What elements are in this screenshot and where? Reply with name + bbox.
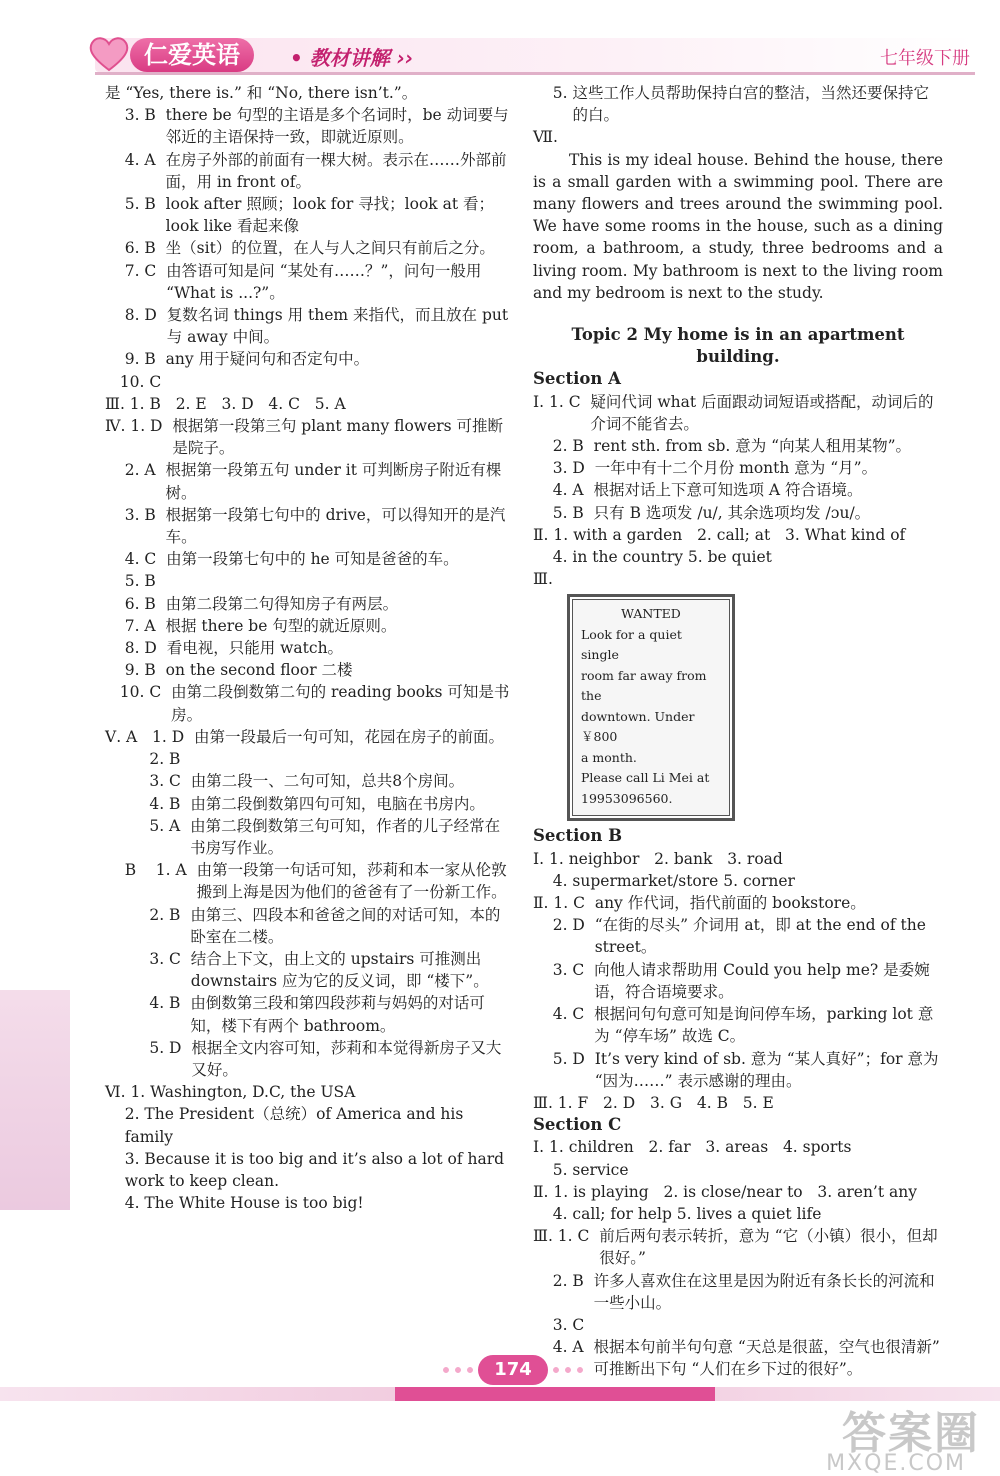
answer-number: 3. D bbox=[533, 459, 595, 478]
answer-explanation: “在街的尽头” 介词用 at，即 at the end of the street。 bbox=[594, 916, 926, 957]
wanted-title: WANTED bbox=[621, 606, 681, 622]
answer-number: Ⅲ. 1. B 2. E 3. D 4. C 5. A bbox=[105, 394, 346, 413]
answer-explanation: It’s very kind of sb. 意为 “某人真好”；for 意为 “因为……” 表示感谢的理由。 bbox=[594, 1049, 939, 1090]
answer-row bbox=[105, 593, 515, 615]
answer-number: 8. D bbox=[105, 306, 167, 325]
answer-explanation: 向他人请求帮助用 Could you help me? 是委婉语，符合语境要求。 bbox=[594, 960, 930, 1001]
answer-number: 4. B bbox=[105, 994, 191, 1013]
answer-row bbox=[105, 793, 515, 815]
decorative-side-band bbox=[0, 990, 70, 1210]
header-rule bbox=[95, 72, 975, 75]
answer-row bbox=[105, 104, 515, 148]
answer-row bbox=[105, 415, 515, 459]
page-number: 174 bbox=[478, 1355, 548, 1385]
answer-row bbox=[105, 726, 515, 748]
answer-explanation: 是 “Yes, there is.” 和 “No, there isn’t.”。 bbox=[105, 84, 418, 102]
answer-row bbox=[533, 959, 943, 1003]
answer-number: 7. C bbox=[105, 261, 167, 280]
answer-row bbox=[105, 260, 515, 304]
answer-explanation: 由第二段第二句得知房子有两层。 bbox=[165, 594, 399, 613]
answer-row bbox=[533, 82, 943, 126]
answer-number: 3. C bbox=[105, 772, 191, 791]
answer-row bbox=[105, 193, 515, 237]
section-a-answers bbox=[533, 391, 943, 591]
answer-explanation: there be 句型的主语是多个名词时，be 动词要与邻近的主语保持一致，即就近原则。 bbox=[165, 106, 509, 147]
answer-explanation bbox=[917, 1181, 943, 1203]
answer-number: Ⅲ. bbox=[533, 570, 553, 589]
answer-explanation: 5. service bbox=[552, 1160, 629, 1179]
answer-row bbox=[105, 304, 515, 348]
answer-number: 4. C bbox=[105, 550, 167, 569]
footer-accent bbox=[395, 1387, 715, 1401]
answer-row bbox=[533, 1203, 943, 1225]
answer-explanation bbox=[774, 1092, 943, 1114]
answer-number: 7. A bbox=[105, 616, 166, 635]
answer-row bbox=[533, 1136, 943, 1158]
section-a-heading: Section A bbox=[533, 369, 621, 389]
wanted-line: a month. bbox=[581, 749, 637, 765]
answer-number: 5. B bbox=[533, 503, 594, 522]
answer-explanation: 由倒数第三段和第四段莎莉与妈妈的对话可知，楼下有两个 bathroom。 bbox=[190, 994, 485, 1035]
answer-row bbox=[105, 859, 515, 903]
right-column bbox=[533, 82, 943, 1381]
answer-explanation bbox=[180, 748, 515, 770]
answer-row bbox=[533, 568, 943, 590]
header-subtitle: • 教材讲解 ›› bbox=[290, 46, 414, 70]
answer-row bbox=[533, 546, 943, 568]
answer-number bbox=[533, 870, 553, 892]
answer-row bbox=[533, 1003, 943, 1047]
wanted-line: Please call Li Mei at bbox=[581, 770, 710, 786]
answer-explanation: 结合上下文，由上文的 upstairs 可推测出 downstairs 应为它的反义词，即 “楼下”。 bbox=[190, 949, 489, 991]
section-c-heading: Section C bbox=[533, 1115, 622, 1135]
ideal-house-essay: This is my ideal house. Behind the house, there is a small garden with a swimming pool. There are many flowers and trees around the swimming pool. We have some rooms in the house, such as a dining room, a bathroom, a study, three bedrooms and a living room. My bathroom is next to the living room and my bedroom is next to the study. bbox=[533, 150, 943, 302]
answer-explanation: 由第二段倒数第四句可知，电脑在书房内。 bbox=[190, 794, 485, 813]
footer-dots-left bbox=[440, 1365, 476, 1375]
answer-row bbox=[105, 659, 515, 681]
answer-explanation bbox=[905, 524, 943, 546]
answer-row bbox=[533, 457, 943, 479]
section-b-answers bbox=[533, 848, 943, 1114]
answer-explanation: any 作代词，指代前面的 bookstore。 bbox=[594, 894, 866, 913]
answer-number: 2. B bbox=[533, 437, 594, 456]
answer-row bbox=[105, 1081, 515, 1103]
answer-row bbox=[533, 870, 943, 892]
watermark: 答案圈 bbox=[842, 1408, 980, 1459]
answer-explanation: 前后两句表示转折，意为 “它（小镇）很小，但却很好。” bbox=[599, 1227, 938, 1268]
answer-number: Ⅶ. bbox=[533, 128, 558, 147]
answer-row bbox=[533, 1181, 943, 1203]
wanted-line: 19953096560. bbox=[581, 790, 673, 806]
answer-explanation: 根据第一段第五句 under it 可判断房子附近有棵树。 bbox=[165, 461, 502, 502]
answer-explanation: 由答语可知是问 “某处有……？”，问句一般用 “What is ...?”。 bbox=[166, 261, 482, 302]
answer-row bbox=[533, 1159, 943, 1181]
answer-explanation: 根据第一段第七句中的 drive，可以得知开的是汽车。 bbox=[165, 505, 506, 547]
answer-explanation: 坐（sit）的位置，在人与人之间只有前后之分。 bbox=[165, 239, 495, 258]
answer-number: 6. B bbox=[105, 594, 166, 613]
answer-explanation: 许多人喜欢住在这里是因为附近有条长长的河流和一些小山。 bbox=[593, 1271, 935, 1312]
answer-number: 4. A bbox=[105, 150, 166, 169]
answer-row bbox=[105, 992, 515, 1036]
answer-explanation: 根据问句句意可知是询问停车场，parking lot 意为 “停车场” 故选 C。 bbox=[594, 1005, 934, 1046]
answer-number: Ⅱ. 1. is playing 2. is close/near to 3. aren’t any bbox=[533, 1182, 917, 1201]
answer-number: 10. C bbox=[105, 683, 172, 702]
answer-number: 4. B bbox=[105, 794, 191, 813]
answer-row bbox=[533, 1270, 943, 1314]
answer-explanation bbox=[355, 1081, 515, 1103]
answer-number: 2. A bbox=[105, 461, 166, 480]
footer-dots-right bbox=[550, 1365, 586, 1375]
answer-explanation: 4. supermarket/store 5. corner bbox=[552, 871, 795, 890]
answer-number: 5. D bbox=[105, 1038, 192, 1057]
answer-number: B 1. A bbox=[105, 861, 197, 880]
section-c-answers bbox=[533, 1136, 943, 1380]
answer-row bbox=[105, 1037, 515, 1081]
answer-explanation bbox=[156, 570, 515, 592]
section-b-heading: Section B bbox=[533, 826, 623, 846]
answer-row bbox=[533, 1225, 943, 1269]
answer-row bbox=[533, 892, 943, 914]
answer-number: Ⅳ. 1. D bbox=[105, 417, 173, 436]
watermark-url: MXQE.COM bbox=[826, 1451, 966, 1476]
answer-number: Ⅲ. 1. F 2. D 3. G 4. B 5. E bbox=[533, 1093, 774, 1112]
answer-row bbox=[533, 524, 943, 546]
answer-number: 9. B bbox=[105, 350, 166, 369]
wanted-line: room far away from the bbox=[581, 667, 707, 704]
page-footer bbox=[0, 1345, 1000, 1475]
answer-row bbox=[105, 82, 515, 104]
heart-icon bbox=[88, 34, 130, 72]
answer-row bbox=[533, 1048, 943, 1092]
answer-row bbox=[105, 681, 515, 725]
answer-explanation: 根据全文内容可知，莎莉和本觉得新房子又大又好。 bbox=[191, 1038, 502, 1079]
answer-number bbox=[533, 1203, 553, 1225]
answer-number: 5. A bbox=[105, 816, 191, 835]
answer-number: Ⅵ. 1. Washington, D.C, the USA bbox=[105, 1083, 356, 1102]
answer-explanation bbox=[346, 393, 515, 415]
answer-explanation: 这些工作人员帮助保持白宫的整洁，当然还要保持它的白。 bbox=[572, 84, 929, 125]
answer-explanation: 由第二段倒数第三句可知，作者的儿子经常在书房写作业。 bbox=[190, 816, 501, 857]
answer-row bbox=[105, 570, 515, 592]
answer-row bbox=[105, 815, 515, 859]
answer-row bbox=[105, 548, 515, 570]
answer-explanation: 3. Because it is too big and it’s also a lot of hard work to keep clean. bbox=[124, 1149, 505, 1190]
answer-explanation: 由第一段第七句中的 he 可知是爸爸的车。 bbox=[166, 550, 459, 569]
answer-number: 5. bbox=[533, 84, 573, 102]
answer-explanation: 由第一段最后一句可知，花园在房子的前面。 bbox=[194, 727, 505, 746]
topic-title: Topic 2 My home is in an apartment building. bbox=[571, 325, 905, 367]
answer-explanation: 一年中有十二个月份 month 意为 “月”。 bbox=[594, 459, 878, 478]
answer-explanation: 4. The White House is too big! bbox=[124, 1194, 364, 1213]
answer-explanation: 根据对话上下意可知选项 A 符合语境。 bbox=[593, 481, 863, 500]
answer-explanation: on the second floor 二楼 bbox=[165, 661, 353, 680]
answer-number: 6. B bbox=[105, 239, 166, 258]
answer-explanation: 看电视，只能用 watch。 bbox=[166, 639, 344, 658]
answer-number: 2. B bbox=[105, 750, 181, 769]
answer-number: 5. D bbox=[533, 1049, 595, 1068]
answer-number: 4. A bbox=[533, 481, 594, 500]
answer-number: 2. D bbox=[533, 916, 595, 935]
answer-row bbox=[533, 848, 943, 870]
answer-number: 5. B bbox=[105, 572, 156, 591]
answer-number: 3. B bbox=[105, 106, 166, 125]
answer-explanation bbox=[553, 568, 943, 590]
answer-number: Ⅴ. A 1. D bbox=[105, 727, 195, 746]
answer-explanation: 2. The President（总统）of America and his family bbox=[124, 1105, 464, 1146]
left-column bbox=[105, 82, 515, 1214]
answer-row bbox=[105, 1192, 515, 1214]
answer-number bbox=[105, 1103, 125, 1147]
answer-row bbox=[105, 1103, 515, 1147]
answer-number: 4. C bbox=[533, 1005, 595, 1024]
answer-row bbox=[105, 348, 515, 370]
answer-number: Ⅰ. 1. C bbox=[533, 392, 591, 411]
page-header bbox=[0, 0, 1000, 78]
grade-label: 七年级下册 bbox=[880, 48, 970, 69]
answer-row bbox=[105, 393, 515, 415]
answer-number: 9. B bbox=[105, 661, 166, 680]
answer-row bbox=[105, 615, 515, 637]
answer-number: 3. B bbox=[105, 505, 166, 524]
answer-number: 8. D bbox=[105, 639, 167, 658]
answer-number: 2. B bbox=[533, 1271, 594, 1290]
answer-explanation bbox=[558, 126, 943, 148]
answer-row bbox=[533, 914, 943, 958]
answer-row bbox=[105, 948, 515, 992]
answer-explanation bbox=[783, 848, 943, 870]
answer-explanation: 4. in the country 5. be quiet bbox=[552, 548, 772, 567]
answer-row bbox=[105, 504, 515, 548]
answer-explanation: 疑问代词 what 后面跟动词短语或搭配，动词后的介词不能省去。 bbox=[590, 392, 934, 433]
brand-logo: 仁爱英语 bbox=[130, 38, 254, 72]
answer-number: 3. C bbox=[105, 949, 191, 968]
answer-explanation: 只有 B 选项发 /u/, 其余选项均发 /ɔu/。 bbox=[593, 503, 871, 522]
answer-row bbox=[105, 459, 515, 503]
wanted-notice bbox=[567, 594, 735, 821]
answer-row bbox=[533, 502, 943, 524]
answer-row bbox=[533, 1314, 943, 1336]
answer-number: Ⅱ. 1. with a garden 2. call; at 3. What kind of bbox=[533, 525, 906, 544]
answer-row bbox=[105, 237, 515, 259]
answer-number: 3. C bbox=[533, 960, 595, 979]
answer-explanation: 由第一段第一句话可知，莎莉和本一家从伦敦搬到上海是因为他们的爸爸有了一份新工作。 bbox=[196, 861, 507, 902]
answer-explanation: 由第二段倒数第二句的 reading books 可知是书房。 bbox=[171, 683, 510, 724]
answer-explanation: 根据 there be 句型的就近原则。 bbox=[165, 616, 397, 635]
answer-row bbox=[105, 371, 515, 393]
answer-number: 4. A bbox=[533, 1338, 594, 1357]
answer-number: Ⅲ. 1. C bbox=[533, 1227, 600, 1246]
answer-explanation: 根据本句前半句句意 “天总是很蓝，空气也很清新” 可推断出下句 “人们在乡下过的很好”。 bbox=[593, 1338, 940, 1379]
answer-explanation bbox=[851, 1136, 943, 1158]
answer-explanation: 由第三、四段本和爸爸之间的对话可知，本的卧室在二楼。 bbox=[190, 905, 501, 946]
answer-number bbox=[533, 546, 553, 568]
answer-number bbox=[105, 1148, 125, 1192]
right-top-answers bbox=[533, 82, 943, 149]
answer-explanation bbox=[161, 371, 515, 393]
answer-number: 10. C bbox=[105, 372, 162, 391]
answer-number bbox=[105, 1192, 125, 1214]
answer-row bbox=[533, 479, 943, 501]
answer-explanation: 由第二段一、二句可知，总共8个房间。 bbox=[190, 772, 465, 791]
answer-explanation: 4. call; for help 5. lives a quiet life bbox=[552, 1204, 822, 1223]
answer-row bbox=[533, 126, 943, 148]
answer-number bbox=[533, 1159, 553, 1181]
answer-row bbox=[533, 391, 943, 435]
answer-explanation: 复数名词 things 用 them 来指代，而且放在 put 与 away 中间。 bbox=[166, 306, 509, 347]
answer-number: 2. B bbox=[105, 905, 191, 924]
wanted-line: Look for a quiet single bbox=[581, 626, 682, 663]
answer-number: 3. C bbox=[533, 1315, 585, 1334]
answer-row bbox=[533, 435, 943, 457]
answer-explanation bbox=[584, 1314, 943, 1336]
answer-explanation: 根据第一段第三句 plant many flowers 可推断是院子。 bbox=[172, 417, 504, 458]
answer-row bbox=[105, 904, 515, 948]
answer-row bbox=[105, 1148, 515, 1192]
answer-explanation: look after 照顾；look for 寻找；look at 看；look like 看起来像 bbox=[165, 195, 495, 236]
answer-number: Ⅱ. 1. C bbox=[533, 894, 595, 913]
answer-row bbox=[105, 770, 515, 792]
answer-explanation: rent sth. from sb. 意为 “向某人租用某物”。 bbox=[593, 437, 912, 456]
answer-number: 5. B bbox=[105, 195, 166, 214]
answer-number: Ⅰ. 1. children 2. far 3. areas 4. sports bbox=[533, 1138, 852, 1157]
wanted-line: downtown. Under ￥800 bbox=[581, 708, 695, 745]
answer-number: Ⅰ. 1. neighbor 2. bank 3. road bbox=[533, 849, 783, 868]
answer-row bbox=[105, 637, 515, 659]
answer-explanation: 在房子外部的前面有一棵大树。表示在……外部前面，用 in front of。 bbox=[165, 150, 507, 191]
answer-row bbox=[105, 149, 515, 193]
answer-row bbox=[533, 1092, 943, 1114]
answer-row bbox=[105, 748, 515, 770]
answer-explanation: any 用于疑问句和否定句中。 bbox=[165, 350, 370, 369]
